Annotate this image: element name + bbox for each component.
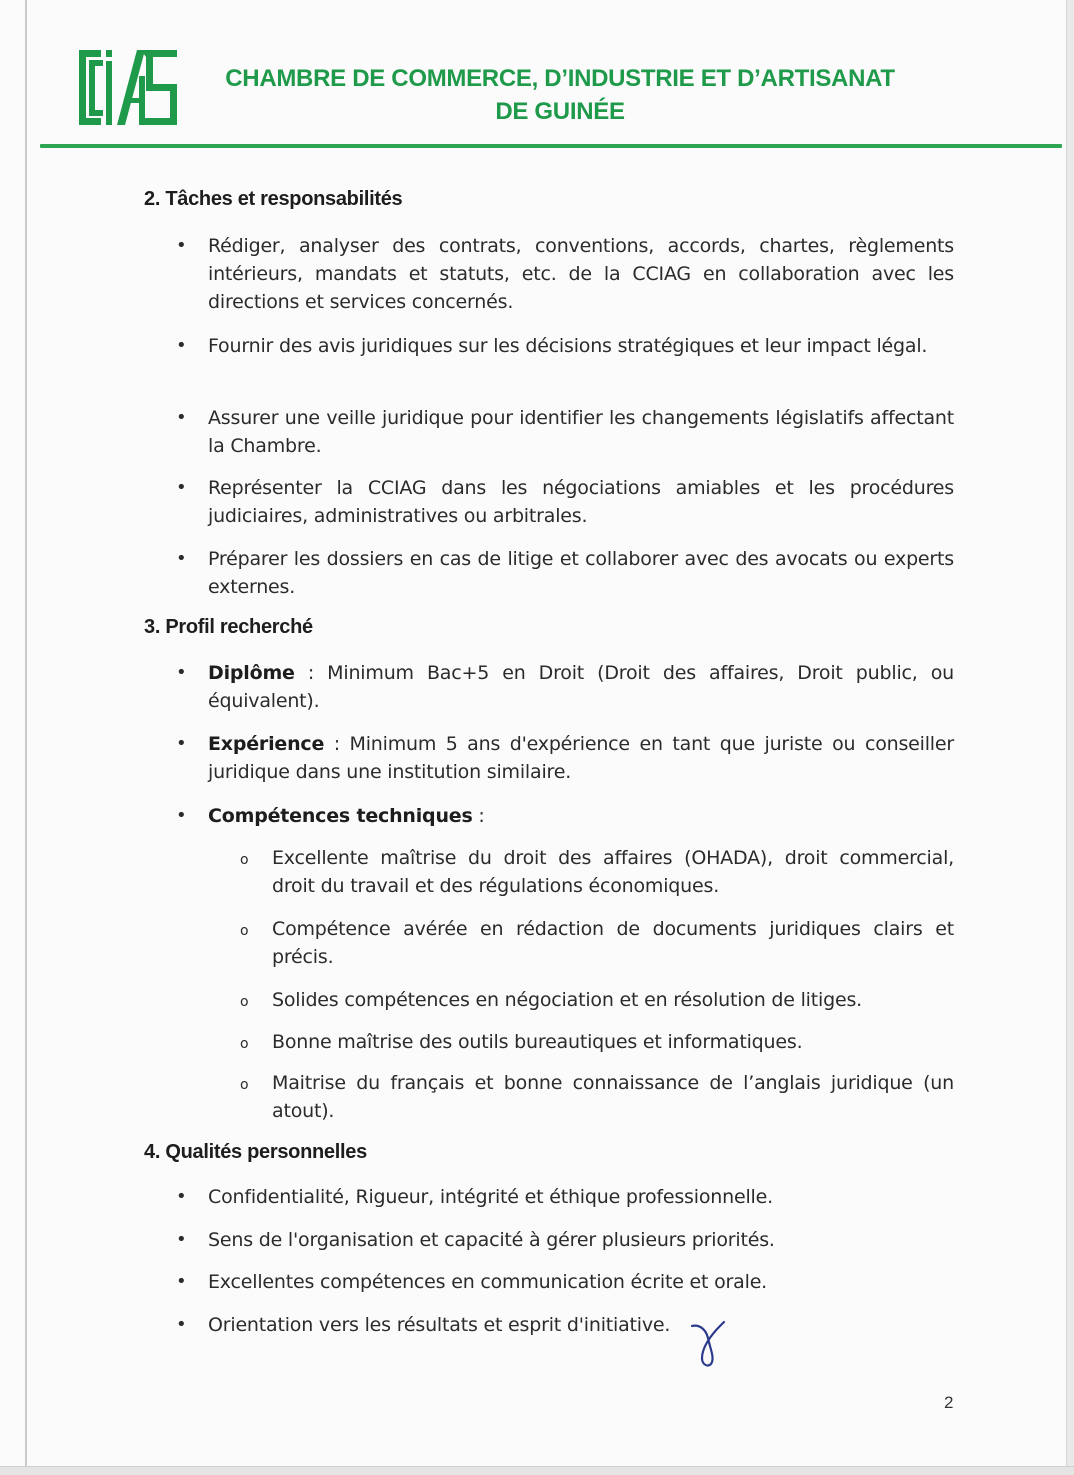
list-item: Assurer une veille juridique pour identifier les changements législatifs affectant la Chambre. — [208, 407, 954, 457]
item-text: : Minimum 5 ans d'expérience en tant que juriste ou conseiller juridique dans une institution similaire. — [208, 733, 954, 783]
bullet-icon: • — [176, 1314, 187, 1335]
item-text: : — [472, 805, 485, 827]
list-item: Représenter la CCIAG dans les négociations amiables et les procédures judiciaires, administratives ou arbitrales. — [208, 477, 954, 527]
sub-bullet-icon: o — [240, 994, 249, 1010]
section-heading-taches: 2. Tâches et responsabilités — [144, 188, 403, 210]
list-item: Fournir des avis juridiques sur les décisions stratégiques et leur impact légal. — [208, 335, 928, 357]
page-number: 2 — [944, 1393, 954, 1412]
sub-bullet-icon: o — [240, 1077, 249, 1093]
bullet-icon: • — [176, 1186, 187, 1207]
cciag-logo-icon — [79, 46, 177, 126]
sub-bullet-icon: o — [240, 1036, 249, 1052]
list-item-competences — [208, 802, 954, 830]
handwritten-initials-icon — [690, 1312, 730, 1368]
header-divider — [40, 144, 1062, 148]
bullet-icon: • — [176, 548, 187, 569]
section-heading-qualites: 4. Qualités personnelles — [144, 1141, 367, 1163]
sub-bullet-icon: o — [240, 852, 249, 868]
list-item: Orientation vers les résultats et esprit d'initiative. — [208, 1314, 671, 1336]
item-label: Expérience — [208, 733, 325, 755]
sub-list-item: Bonne maîtrise des outils bureautiques et informatiques. — [272, 1031, 803, 1053]
bullet-icon: • — [176, 335, 187, 356]
bullet-icon: • — [176, 407, 187, 428]
title-line-2: DE GUINÉE — [495, 98, 625, 125]
list-item-experience — [208, 730, 954, 786]
bullet-icon: • — [176, 1229, 187, 1250]
organization-title — [200, 62, 920, 128]
item-label: Compétences techniques — [208, 805, 473, 827]
list-item: Sens de l'organisation et capacité à gérer plusieurs priorités. — [208, 1229, 775, 1251]
sub-list-item: Solides compétences en négociation et en résolution de litiges. — [272, 989, 862, 1011]
bullet-icon: • — [176, 733, 187, 754]
section-heading-profil: 3. Profil recherché — [144, 616, 313, 638]
item-text: : Minimum Bac+5 en Droit (Droit des affaires, Droit public, ou équivalent). — [208, 662, 954, 712]
list-item-diplome — [208, 659, 954, 715]
sub-list-item: Maitrise du français et bonne connaissance de l’anglais juridique (un atout). — [272, 1072, 954, 1122]
list-item: Préparer les dossiers en cas de litige et collaborer avec des avocats ou experts externes. — [208, 548, 954, 598]
title-line-1: CHAMBRE DE COMMERCE, D’INDUSTRIE ET D’ARTISANAT — [225, 65, 895, 92]
sub-list-item: Compétence avérée en rédaction de documents juridiques clairs et précis. — [272, 918, 954, 968]
list-item: Confidentialité, Rigueur, intégrité et éthique professionnelle. — [208, 1186, 773, 1208]
item-label: Diplôme — [208, 662, 295, 684]
bullet-icon: • — [176, 235, 187, 256]
page-left-edge — [25, 0, 27, 1466]
list-item: Rédiger, analyser des contrats, conventions, accords, chartes, règlements intérieurs, mandats et statuts, etc. de la CCIAG en collaboration avec les directions et services concernés. — [208, 235, 954, 313]
list-item: Excellentes compétences en communication écrite et orale. — [208, 1271, 768, 1293]
bullet-icon: • — [176, 662, 187, 683]
sub-bullet-icon: o — [240, 923, 249, 939]
bullet-icon: • — [176, 1271, 187, 1292]
sub-list-item: Excellente maîtrise du droit des affaires (OHADA), droit commercial, droit du travail et des régulations économiques. — [272, 847, 954, 897]
bullet-icon: • — [176, 805, 187, 826]
page-right-edge — [1066, 0, 1074, 1474]
bullet-icon: • — [176, 477, 187, 498]
